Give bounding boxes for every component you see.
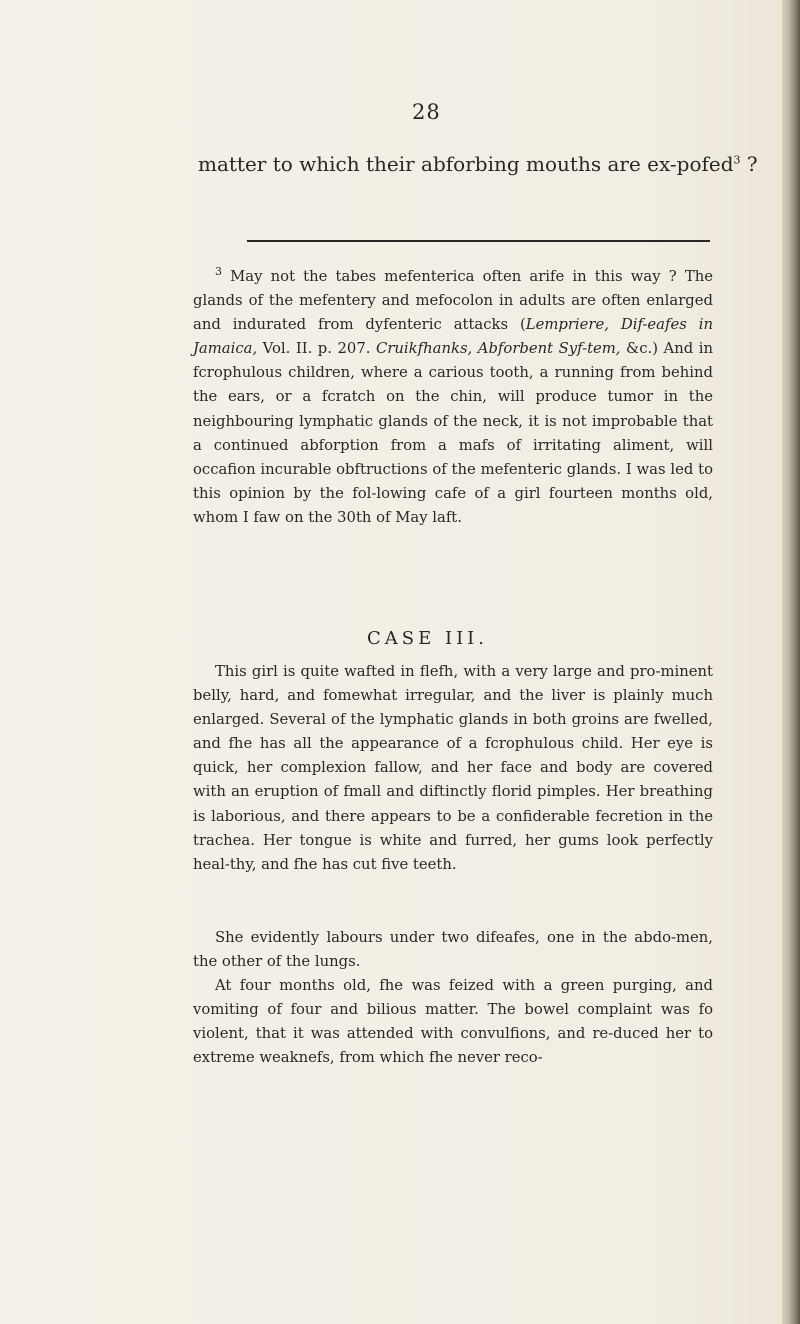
footnote-divider	[247, 240, 710, 242]
footnote-mark: 3	[215, 265, 222, 279]
footnote-citation-2: Cruikfhanks, Abforbent Syf-tem,	[376, 340, 621, 358]
footnote-text-3: &c.) And in fcrophulous children, where a carious tooth, a running from behind the ears, or a fcratch on the chin, will produce tumor in the neighbouring lymphatic glands of the neck, it is not improbable that a continued abforption from a mafs of irritating aliment, will occafion incurable obftructions of the mefenteric glands. I was led to this opinion by the fol-lowing cafe of a girl fourteen months old, whom I faw on the 30th of May laft.	[193, 340, 713, 526]
case-paragraph: This girl is quite wafted in flefh, with a very large and pro-minent belly, hard, and fomewhat irregular, and the liver is plainly much enlarged. Several of the lymphatic glands in both groins are fwelled, and fhe has all the appearance of a fcrophulous child. Her eye is quick, her complexion fallow, and her face and body are covered with an eruption of fmall and diftinctly florid pimples. Her breathing is laborious, and there appears to be a confiderable fecretion in the trachea. Her tongue is white and furred, her gums look perfectly heal-thy, and fhe has cut five teeth.	[193, 663, 713, 873]
footnote-citation-1: Lempriere, Dif-eafes in Jamaica,	[193, 316, 713, 358]
page-edge	[782, 0, 800, 1324]
footnote-reference: 3	[733, 153, 741, 167]
case-paragraph: She evidently labours under two difeafes, one in the abdo-men, the other of the lungs.	[193, 929, 713, 971]
main-text-end: ?	[740, 152, 758, 176]
footnote-text-2: Vol. II. p. 207.	[257, 340, 376, 358]
footnote	[193, 265, 713, 530]
main-text-body: matter to which their abforbing mouths are ex-pofed	[198, 152, 734, 176]
case-heading: CASE III.	[367, 628, 489, 649]
page-number: 28	[412, 100, 441, 124]
footnote-text-1: May not the tabes mefenterica often arife in this way ? The glands of the mefentery and mefocolon in adults are often enlarged and indurated from dyfenteric attacks (	[193, 268, 713, 334]
case-paragraph: At four months old, fhe was feized with a green purging, and vomiting of four and bilious matter. The bowel complaint was fo violent, that it was attended with convulfions, and re-duced her to extreme weaknefs, from which fhe never reco-	[193, 977, 713, 1067]
main-text	[198, 150, 758, 178]
